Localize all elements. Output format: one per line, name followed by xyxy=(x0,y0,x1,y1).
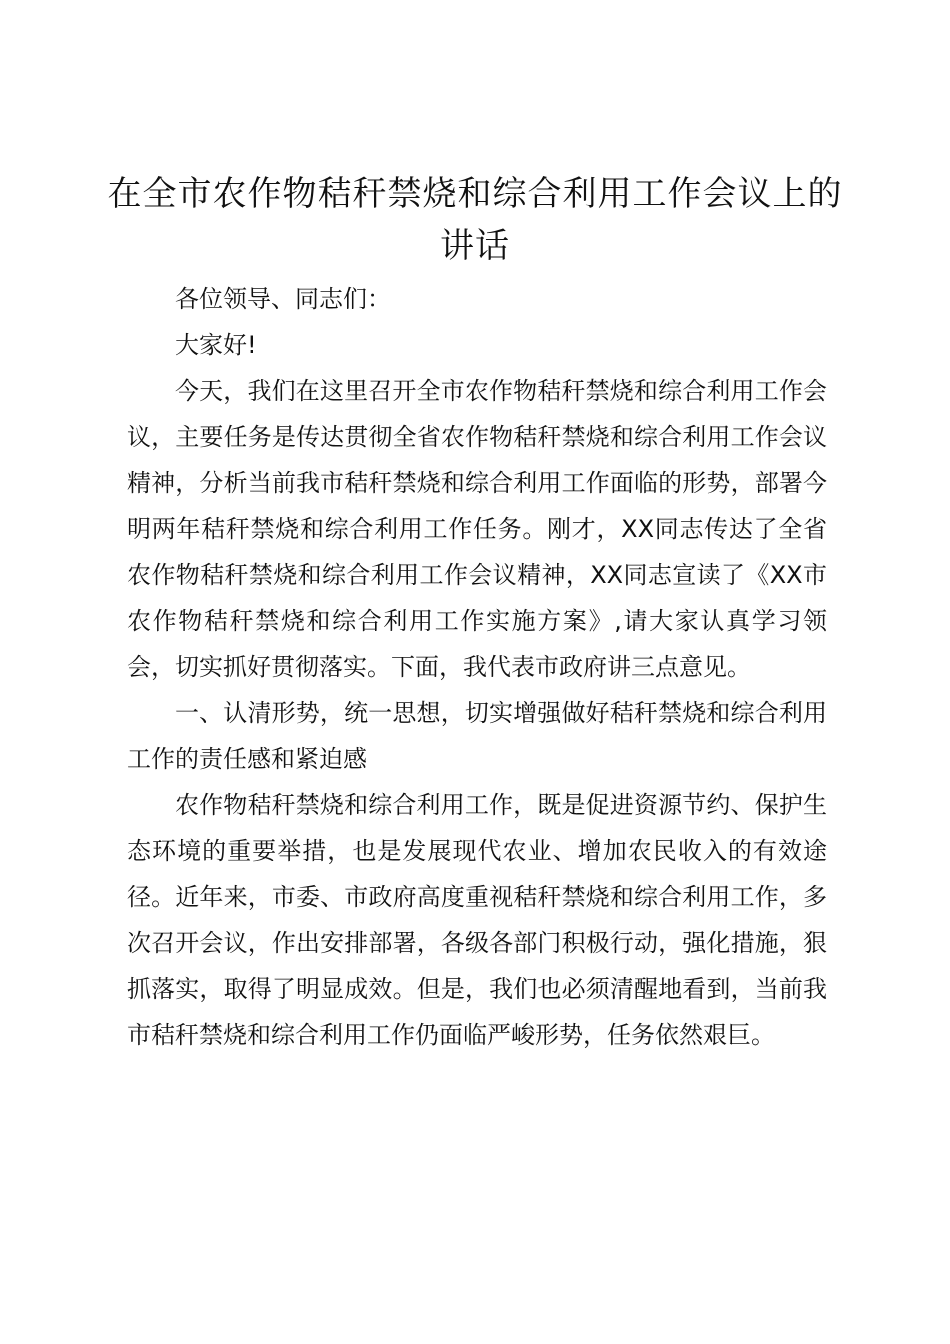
section-heading-1: 一、认清形势，统一思想，切实增强做好秸秆禁烧和综合利用工作的责任感和紧迫感 xyxy=(127,699,827,773)
document-title: 在全市农作物秸秆禁烧和综合利用工作会议上的讲话 xyxy=(107,174,843,266)
paragraph-section-1: 农作物秸秆禁烧和综合利用工作，既是促进资源节约、保护生态环境的重要举措，也是发展现代农业、增加农民收入的有效途径。近年来，市委、市政府高度重视秸秆禁烧和综合利用工作，多次召开会议，作出安排部署，各级各部门积极行动，强化措施，狠抓落实，取得了明显成效。但是，我们也必须清醒地看到，当前我市秸秆禁烧和综合利用工作仍面临严峻形势，任务依然艰巨。 xyxy=(127,791,827,1049)
document-body xyxy=(127,276,827,1058)
greeting: 大家好! xyxy=(175,331,257,359)
salutation: 各位领导、同志们： xyxy=(175,285,391,313)
paragraph-intro: 今天，我们在这里召开全市农作物秸秆禁烧和综合利用工作会议，主要任务是传达贯彻全省农作物秸秆禁烧和综合利用工作会议精神，分析当前我市秸秆禁烧和综合利用工作面临的形势，部署今明两年秸秆禁烧和综合利用工作任务。刚才，XX同志传达了全省农作物秸秆禁烧和综合利用工作会议精神，XX同志宣读了《XX市农作物秸秆禁烧和综合利用工作实施方案》,请大家认真学习领会，切实抓好贯彻落实。下面，我代表市政府讲三点意见。 xyxy=(127,377,827,681)
